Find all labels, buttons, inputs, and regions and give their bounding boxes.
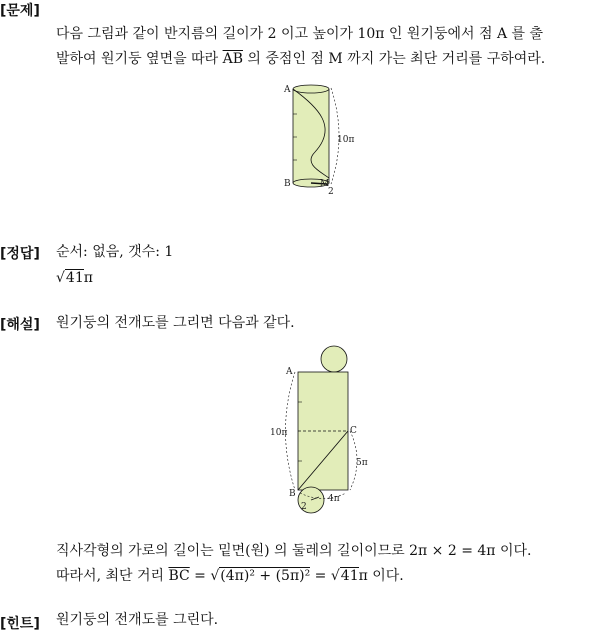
segment-bc: $\overline{BC}$ — [168, 568, 190, 584]
net-label-c: C — [350, 426, 357, 436]
sqrt-icon: √ — [56, 270, 65, 286]
hint-text: 원기둥의 전개도를 그린다. — [56, 612, 219, 628]
answer-meta: 순서: 없음, 갯수: 1 — [56, 244, 174, 260]
answer-pi: π — [83, 270, 93, 286]
segment-ab: $\overline{AB}$ — [222, 51, 243, 67]
answer-radicand: 41 — [65, 270, 84, 286]
answer-value — [56, 266, 93, 290]
sqrt-icon: √ — [330, 568, 340, 584]
cylinder-label-radius: 2 — [328, 187, 334, 197]
equals-sign-2: = — [310, 568, 331, 584]
net-label-b: B — [289, 489, 296, 499]
problem-tag: [문제] — [0, 3, 40, 19]
explanation-line-2-start: 따라서, 최단 거리 — [56, 568, 169, 584]
problem-line-1: 다음 그림과 같이 반지름의 길이가 2 이고 높이가 10π 인 원기둥에서 점 A 를 출 — [56, 26, 544, 42]
cylinder-label-m: M — [320, 179, 330, 189]
equals-sign: = — [189, 568, 211, 584]
answer-tag: [정답] — [0, 246, 40, 262]
net-label-height: 10π — [270, 428, 288, 438]
sqrt-icon: √ — [210, 568, 220, 584]
explanation-result-radicand: 41 — [340, 568, 359, 584]
net-figure — [268, 344, 378, 514]
explanation-line-2-end: π 이다. — [358, 568, 404, 584]
problem-line-2-end: 의 중점인 점 M 까지 가는 최단 거리를 구하여라. — [242, 51, 546, 67]
cylinder-label-height: 10π — [337, 135, 355, 145]
cylinder-label-a: A — [284, 85, 291, 95]
cylinder-label-b: B — [284, 179, 291, 189]
net-label-half: 5π — [356, 458, 368, 468]
net-label-a: A — [286, 367, 293, 377]
cylinder-figure — [283, 82, 363, 197]
explanation-tag: [해설] — [0, 317, 40, 333]
hint-tag: [힌트] — [0, 616, 40, 632]
explanation-line-1: 직사각형의 가로의 길이는 밑면(원) 의 둘레의 길이이므로 2π × 2 = 4π 이다. — [56, 543, 532, 559]
explanation-radicand: (4π)² + (5π)² — [220, 568, 311, 584]
explanation-intro: 원기둥의 전개도를 그리면 다음과 같다. — [56, 315, 295, 331]
net-label-width: 4π — [328, 494, 340, 504]
problem-line-2 — [56, 47, 545, 71]
net-label-radius: 2 — [301, 502, 307, 512]
problem-line-2-start: 발하여 원기둥 옆면을 따라 — [56, 51, 223, 67]
explanation-line-2 — [56, 564, 404, 588]
